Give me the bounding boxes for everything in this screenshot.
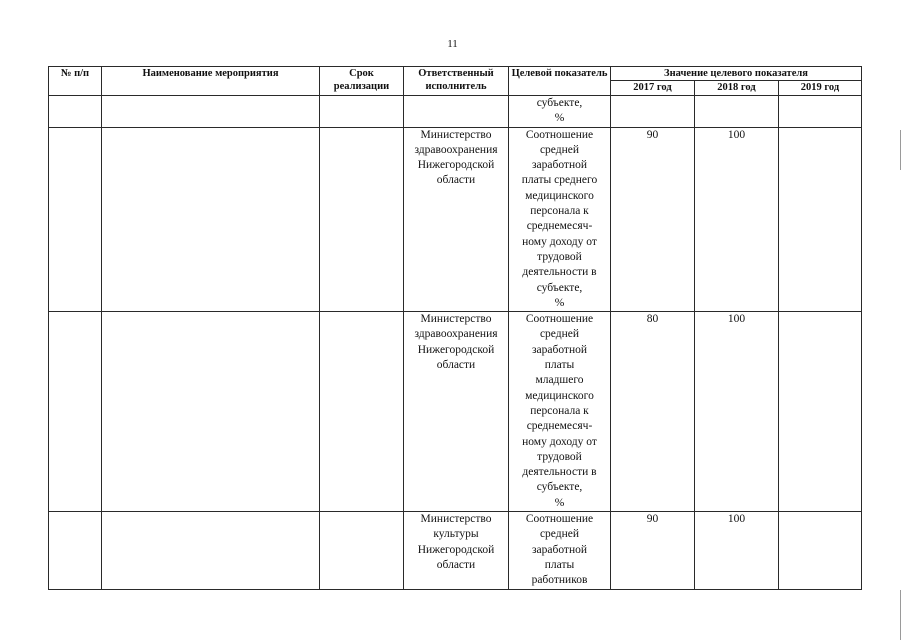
cell-indicator: субъекте, %: [509, 96, 611, 128]
cell-value-2019: [779, 127, 862, 312]
cell-value-2017: [611, 96, 695, 128]
table-row: [49, 512, 862, 589]
cell-executor: Министерство культуры Нижегородской области: [404, 512, 509, 589]
table-row: [49, 312, 862, 512]
table-row: [49, 96, 862, 128]
cell-event-name: [102, 127, 320, 312]
header-number: № п/п: [49, 67, 102, 96]
header-executor: Ответственный исполнитель: [404, 67, 509, 96]
page-number: 11: [447, 38, 458, 50]
header-year-2018: 2018 год: [695, 81, 779, 96]
cell-event-name: [102, 96, 320, 128]
cell-executor: [404, 96, 509, 128]
scan-edge-mark: [900, 130, 901, 170]
header-indicator-values: Значение целевого показателя: [611, 67, 862, 81]
header-year-2019: 2019 год: [779, 81, 862, 96]
cell-value-2018: 100: [695, 512, 779, 589]
cell-value-2017: 90: [611, 127, 695, 312]
scan-edge-mark: [900, 590, 901, 640]
cell-number: [49, 96, 102, 128]
cell-event-name: [102, 312, 320, 512]
cell-number: [49, 127, 102, 312]
cell-indicator: Соотношение средней заработной платы работников: [509, 512, 611, 589]
cell-value-2017: 80: [611, 312, 695, 512]
cell-term: [320, 127, 404, 312]
cell-value-2018: 100: [695, 127, 779, 312]
cell-event-name: [102, 512, 320, 589]
cell-value-2018: 100: [695, 312, 779, 512]
cell-term: [320, 312, 404, 512]
cell-value-2019: [779, 512, 862, 589]
header-target-indicator: Целевой показатель: [509, 67, 611, 96]
cell-value-2018: [695, 96, 779, 128]
cell-indicator: Соотношение средней заработной платы младшего медицинского персонала к среднемесяч- ному доходу от трудовой деятельности в субъекте, %: [509, 312, 611, 512]
header-term: Срок реализации: [320, 67, 404, 96]
cell-value-2019: [779, 312, 862, 512]
cell-term: [320, 96, 404, 128]
cell-number: [49, 512, 102, 589]
cell-indicator: Соотношение средней заработной платы среднего медицинского персонала к среднемесяч- ному доходу от трудовой деятельности в субъекте, %: [509, 127, 611, 312]
indicator-table: [48, 66, 862, 590]
header-event-name: Наименование мероприятия: [102, 67, 320, 96]
cell-value-2017: 90: [611, 512, 695, 589]
table-row: [49, 127, 862, 312]
header-year-2017: 2017 год: [611, 81, 695, 96]
cell-term: [320, 512, 404, 589]
cell-executor: Министерство здравоохранения Нижегородской области: [404, 312, 509, 512]
cell-number: [49, 312, 102, 512]
cell-executor: Министерство здравоохранения Нижегородской области: [404, 127, 509, 312]
table-header: [49, 67, 862, 96]
cell-value-2019: [779, 96, 862, 128]
